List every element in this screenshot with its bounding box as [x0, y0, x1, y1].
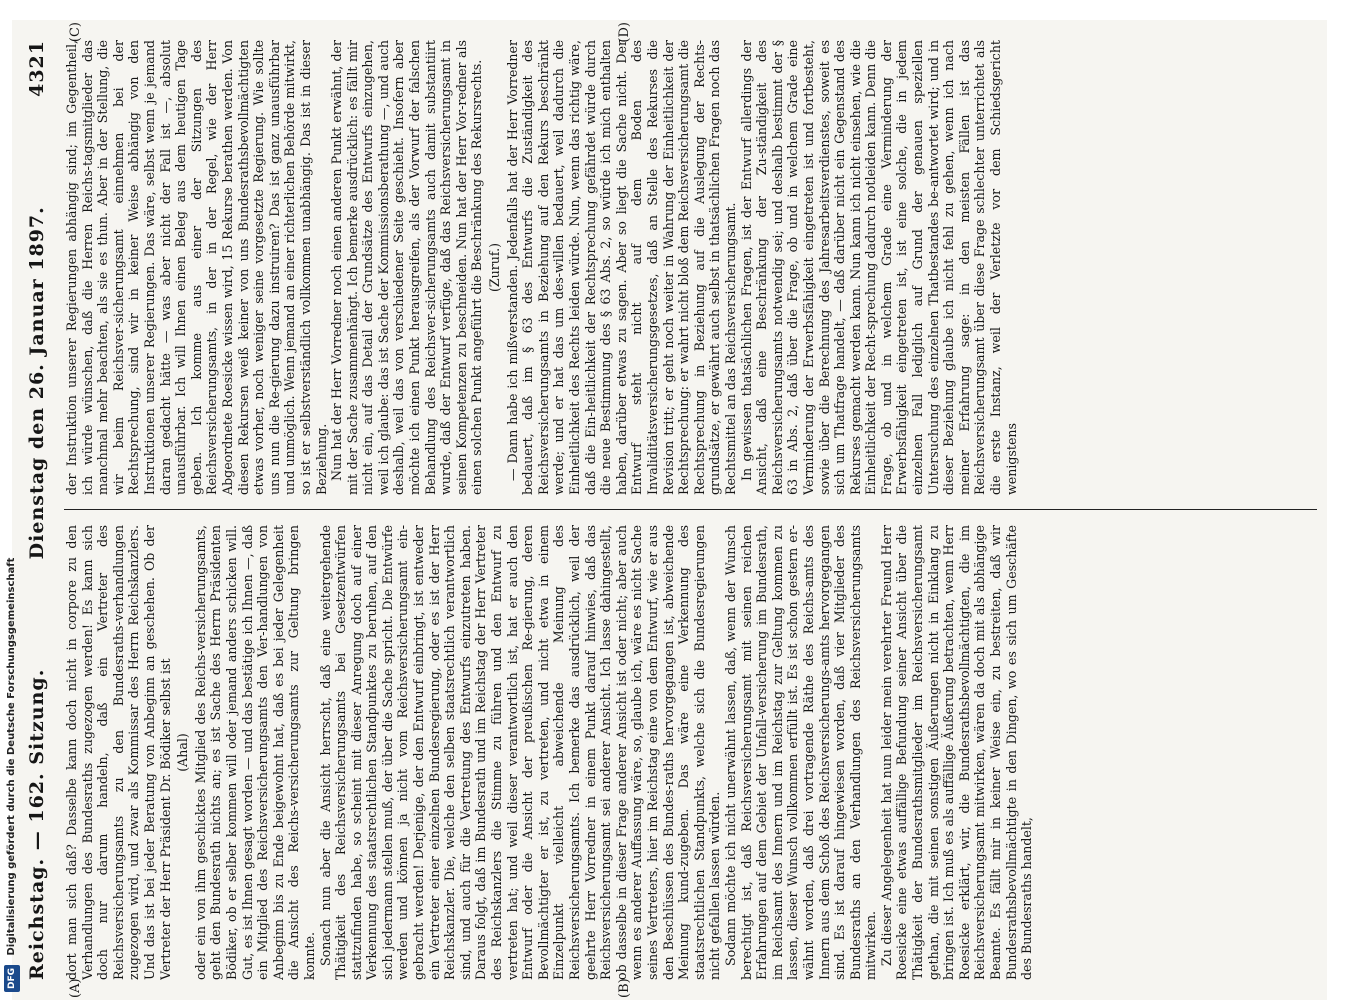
paragraph: — Dann habe ich mißverstanden. Jedenfalls hat der Herr Vorredner bedauert, daß im § 63 des Entwurfs die Zuständigkeit des Reichsversicherungsamts in Beziehung auf den Rekurs beschränkt werde; und er hat das um des-willen bedauert, weil dadurch die Einheitlichkeit des Rechts leiden würde. Nun, wenn das richtig wäre, daß die Ein-heitlichkeit der Rechtsprechung gefährdet würde durch die neue Bestimmung des § 63 Abs. 2, so würde ich mich enthalten haben, darüber etwas zu sagen. Aber so liegt die Sache nicht. Der Entwurf steht nicht auf dem Boden des Invaliditätsversicherungsgesetzes, daß an Stelle des Rekurses die Revision tritt; er geht noch weiter in Wahrung der Einheitlichkeit der Rechtsprechung: er wahrt nicht bloß dem Reichsversicherungsamt die Rechtsprechung in Beziehung auf die Auslegung der Rechts-grundsätze, er gewährt auch selbst in thatsächlichen Fragen noch das Rechtsmittel an das Reichsversicherungsamt. — [504, 40, 738, 495]
paragraph: In gewissen thatsächlichen Fragen, ist der Entwurf allerdings der Ansicht, daß eine Beschränkung der Zu-ständigkeit des Reichsversicherungsamts notwendig sei; und deshalb bestimmt der § 63 in Abs. 2, daß über die Frage, ob und in welchem Grade eine Verminderung der Erwerbsfähigkeit eingetreten ist und fortbesteht, sowie über die Berechnung des Jahresarbeitsverdienstes, soweit es sich um Thatfrage handelt, — daß darüber nicht ein Gegenstand des Rekurses gemacht werden kann. Nun kann ich nicht einsehen, wie die Einheitlichkeit der Recht-sprechung dadurch notleiden kann. Denn die Frage, ob und in welchem Grade eine Verminderung der Erwerbsfähigkeit eingetreten ist, ist eine solche, die in jedem einzelnen Fall lediglich auf Grund der genauen speziellen Untersuchung des einzelnen Thatbestandes be-antwortet wird; und in dieser Beziehung glaube ich nicht fehl zu gehen, wenn ich nach meiner Erfahrung sage: in den meisten Fällen ist das Reichsversicherungsamt über diese Frage schlechter unterrichtet als die erste Instanz, weil der Verletzte vor dem Schiedsgericht wenigstens — [738, 40, 1019, 495]
right-column — [64, 40, 1317, 495]
page-number: 4321 — [26, 40, 48, 97]
margin-mark-b: (B) — [617, 978, 632, 998]
digitization-credit — [4, 0, 28, 1000]
document-page — [12, 20, 1327, 1000]
margin-mark-d: (D) — [617, 22, 632, 43]
paragraph: Sonach nun aber die Ansicht herrscht, daß eine weitergehende Thätigkeit des Reichsversicherungsamts bei Gesetzentwürfen stattzufinden habe, so scheint mit dieser Anregung doch auf einer Verkennung des staatsrechtlichen Standpunktes zu beruhen, auf den sich jedermann stellen muß, der über die Sache spricht. Die Entwürfe werden und können ja nicht vom Reichsversicherungsamt ein-gebracht werden! Derjenige, der den Entwurf einbringt, ist entweder ein Vertreter einer einzelnen Bundesregierung, oder es ist der Herr Reichskanzler. Die, welche den selben staatsrechtlich verantwortlich sind, und auch für die Vertretung des Entwurfs einzutreten haben. Daraus folgt, daß im Bundesrath und im Reichstag der Herr Vertreter des Reichskanzlers die Stimme zu führen und den Entwurf zu vertreten hat; und weil dieser verantwortlich ist, hat er auch den Entwurf oder die Ansicht der preußischen Re-gierung, deren Bevollmächtigter er ist, zu vertreten, und nicht etwa in einem Einzelpunkt vielleicht abweichende Meinung des Reichsversicherungsamts. Ich bemerke das ausdrücklich, weil der geehrte Herr Vorredner in einem Punkt darauf hinwies, daß das Reichsversicherungsamt sei anderer Ansicht. Ich lasse dahingestellt, ob dasselbe in dieser Frage anderer Ansicht ist oder nicht; aber auch wenn es anderer Auffassung wäre, so, glaube ich, wäre es nicht Sache seines Vertreters, hier im Reichstag eine von dem Entwurf, wie er aus den Beschlüssen des Bundes-raths hervorgegangen ist, abweichende Meinung kund-zugeben. Das wäre eine Verkennung des staatsrechtlichen Standpunkts, welche sich die Bundesregierungen nicht gefallen lassen würden. — [317, 525, 723, 980]
paragraph: Sodann möchte ich nicht unerwähnt lassen, daß, wenn der Wunsch berechtigt ist, daß Reichsversicherungsamt mit seinen reichen Erfahrungen auf dem Gebiet der Unfall-versicherung im Bundesrath, im Reichsamt des Innern und im Reichstag zur Geltung kommen zu lassen, dieser Wunsch vollkommen erfüllt ist. Es ist schon gestern er-wähnt worden, daß drei vortragende Räthe des Reichs-amts des Innern aus dem Schoß des Reichsversicherungs-amts hervorgegangen sind. Es ist darauf hingewiesen worden, daß vier Mitglieder des Bundesraths an den Verhandlungen des Reichsversicherungsamts mitwirken. — [722, 525, 879, 980]
header-date: Dienstag den 26. Januar 1897. — [26, 206, 48, 560]
margin-mark-a: (A) — [68, 978, 83, 998]
paragraph: oder ein von ihm geschicktes Mitglied des Reichs-versicherungsamts, geht den Bundesrath nichts an; es ist Sache des Herrn Präsidenten Bödiker, ob er selber kommen will oder jemand anders schicken will. Gut, es ist Ihnen gesagt worden — und das bestätige ich Ihnen —, daß ein Mitglied des Reichsversicherungsamts den Ver-handlungen von Anbeginn bis zu Ende beigewohnt hat, daß es bei jeder Gelegenheit die Ansicht des Reichs-versicherungsamts zur Geltung bringen konnte. — [192, 525, 317, 980]
interjection: (Zuruf.) — [487, 242, 503, 293]
paragraph: dort man sich daß? Dasselbe kann doch nicht in corpore zu den Verhandlungen des Bundesraths zugezogen werden! Es kann sich doch nur darum handeln, daß ein Vertreter des Reichsversicherungsamts zu den Bundesraths-verhandlungen zugezogen wird, und zwar als Kommissar des Herrn Reichskanzlers. Und das ist bei jeder Beratung von Anbeginn an geschehen. Ob der Vertreter der Herr Präsident Dr. Bödiker selbst ist — [64, 525, 173, 980]
text-columns — [64, 40, 1317, 980]
paragraph: Zu dieser Angelegenheit hat nun leider mein verehrter Freund Herr Roesicke eine etwas auffällige Befundung seiner Ansicht über die Thätigkeit der Bundesrathsmitglieder im Reichsversicherungsamt gethan, die mit seinen sonstigen Äußerungen nicht in Einklang zu bringen ist. Ich muß es als auffällige Äußerung betrachten, wenn Herr Roesicke erklärt, wir, die Bundesrathsbevollmächtigten, die im Reichsversicherungsamt mitwirken, wären da doch mit als abhängige Beamte. Es fällt mir in keiner Weise ein, zu bestreiten, daß wir Bundesrathsbevollmächtigte in den Dingen, wo es sich um Geschäfte des Bundesraths handelt, — [878, 525, 1035, 980]
credit-text: Digitalisierung gefördert durch die Deutsche Forschungsgemeinschaft — [6, 557, 17, 956]
header-left: Reichstag. — 162. Sitzung. — [26, 668, 48, 980]
interjection: (Ahal) — [175, 733, 191, 772]
paragraph: der Instruktion unserer Regierungen abhängig sind; im Gegentheil, ich würde wünschen, daß die Herren Reichs-tagsmitglieder das manchmal mehr beachten, als sie es thun. Aber in der Stellung, die wir beim Reichsver-sicherungsamt einnehmen bei der Rechtsprechung, sind wir in keiner Weise abhängig von den Instruktionen unserer Regierungen. Das wäre, selbst wenn je jemand daran gedacht hätte — was aber nicht der Fall ist —, absolut unausführbar. Ich will Ihnen einen Beleg aus dem heutigen Tage geben. Ich komme aus einer der Sitzungen des Reichsversicherungsamts, in der in der Regel, wie der Herr Abgeordnete Roesicke wissen wird, 15 Rekurse berathen werden. Von diesen Rekursen weiß keiner von uns Bundesrathsbevollmächtigten etwas vorher, noch weniger seine vorgesetzte Regierung. Wie sollte uns nun die Re-gierung dazu instruiren? Das ist ganz unausführbar und unmöglich. Wenn jemand an einer richterlichen Behörde mitwirkt, so ist er selbstverständlich vollkommen unabhängig. Das ist in dieser Beziehung. — [64, 40, 329, 495]
column-divider — [64, 509, 1317, 510]
left-column — [64, 525, 1317, 980]
margin-mark-c: (C) — [68, 22, 83, 43]
dfg-logo: DFG — [4, 965, 20, 992]
paragraph: Nun hat der Herr Vorredner noch einen anderen Punkt erwähnt, der mit der Sache zusammenhängt. Ich bemerke ausdrücklich: es fällt mir nicht ein, auf das Detail der Grundsätze des Entwurfs einzugehen, weil ich glaube: das ist Sache der Kommissionsberathung —, und auch deshalb, weil das von verschiedener Seite geschieht. Insofern aber möchte ich einen Punkt herausgreifen, als der Vorwurf der falschen Behandlung des Reichsver-sicherungsamts auch damit substantiirt wurde, daß der Entwurf verfüge, daß das Reichsversicherungsamt in seinen Kompetenzen zu beschneiden. Nun hat der Herr Vor-redner als einen solchen Punkt angeführt die Beschränkung des Rekursrechts. — [329, 40, 485, 495]
